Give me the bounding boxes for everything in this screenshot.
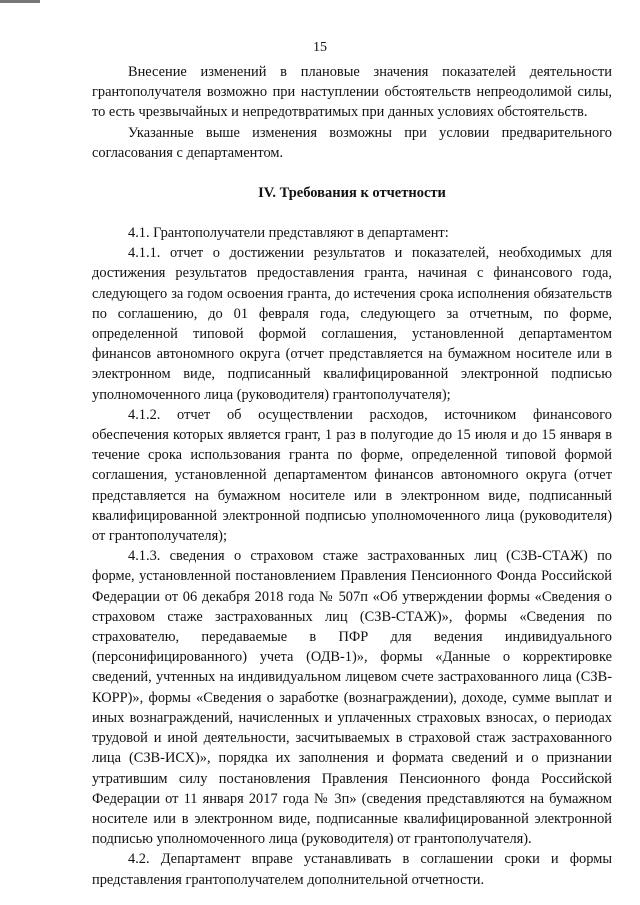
paragraph-4-1: 4.1. Грантополучатели представляют в департамент: bbox=[128, 225, 449, 242]
paragraph-4-1-2: 4.1.2. отчет об осуществлении расходов, источником финансового обеспечения которых является грант, 1 раз в полугодие до 15 июля и до 15 января в течение срока использования гранта по форме, определенной типовой формой соглашения, установленной департаментом финансов автономного округа (отчет представляется на бумажном носителе или в электронном виде, подписанный квалифицированной электронной подписью уполномоченного лица (руководителя) от грантополучателя); bbox=[92, 406, 612, 545]
section-title: IV. Требования к отчетности bbox=[258, 185, 446, 202]
paragraph-approval: Указанные выше изменения возможны при условии предварительного согласования с департаментом. bbox=[92, 124, 612, 161]
paragraph-4-2: 4.2. Департамент вправе устанавливать в соглашении сроки и формы представления грантополучателем дополнительной отчетности. bbox=[92, 851, 612, 888]
document-body bbox=[92, 62, 612, 890]
page-number: 15 bbox=[313, 40, 327, 55]
paragraph-4-1-1: 4.1.1. отчет о достижении результатов и показателей, необходимых для достижения результатов предоставления гранта, начиная с финансового года, следующего за годом освоения гранта, до истечения срока исполнения обязательств по соглашению, до 01 февраля года, следующего за отчетным, по форме, определенной типовой формой соглашения, установленной департаментом финансов автономного округа (отчет представляется на бумажном носителе или в электронном виде, подписанный квалифицированной электронной подписью уполномоченного лица (руководителя) грантополучателя); bbox=[92, 245, 612, 403]
paragraph-4-1-3: 4.1.3. сведения о страховом стаже застрахованных лиц (СЗВ-СТАЖ) по форме, установленной постановлением Правления Пенсионного Фонда Российской Федерации от 06 декабря 2018 года № 507п «Об утверждении формы «Сведения о страховом стаже застрахованных лиц (СЗВ-СТАЖ)», формы «Сведения по страхователю, передаваемые в ПФР для ведения индивидуального (персонифицированного) учета (ОДВ-1)», формы «Данные о корректировке сведений, учтенных на индивидуальном лицевом счете застрахованного лица (СЗВ-КОРР)», формы «Сведения о заработке (вознаграждении), доходе, сумме выплат и иных вознаграждений, начисленных и уплаченных страховых взносах, о периодах трудовой и иной деятельности, засчитываемых в страховой стаж застрахованного лица (СЗВ-ИСХ)», порядка их заполнения и формата сведений и о признании утратившим силу постановления Правления Пенсионного фонда Российской Федерации от 11 января 2017 года № 3п» (сведения представляются на бумажном носителе или в электронном виде, подписанные квалифицированной электронной подписью уполномоченного лица (руководителя) от грантополучателя). bbox=[92, 548, 612, 848]
paragraph-amendments: Внесение изменений в плановые значения показателей деятельности грантополучателя возможно при наступлении обстоятельств непреодолимой силы, то есть чрезвычайных и непредотвратимых при данных условиях обстоятельств. bbox=[92, 64, 612, 121]
scan-edge-mark bbox=[0, 0, 40, 3]
